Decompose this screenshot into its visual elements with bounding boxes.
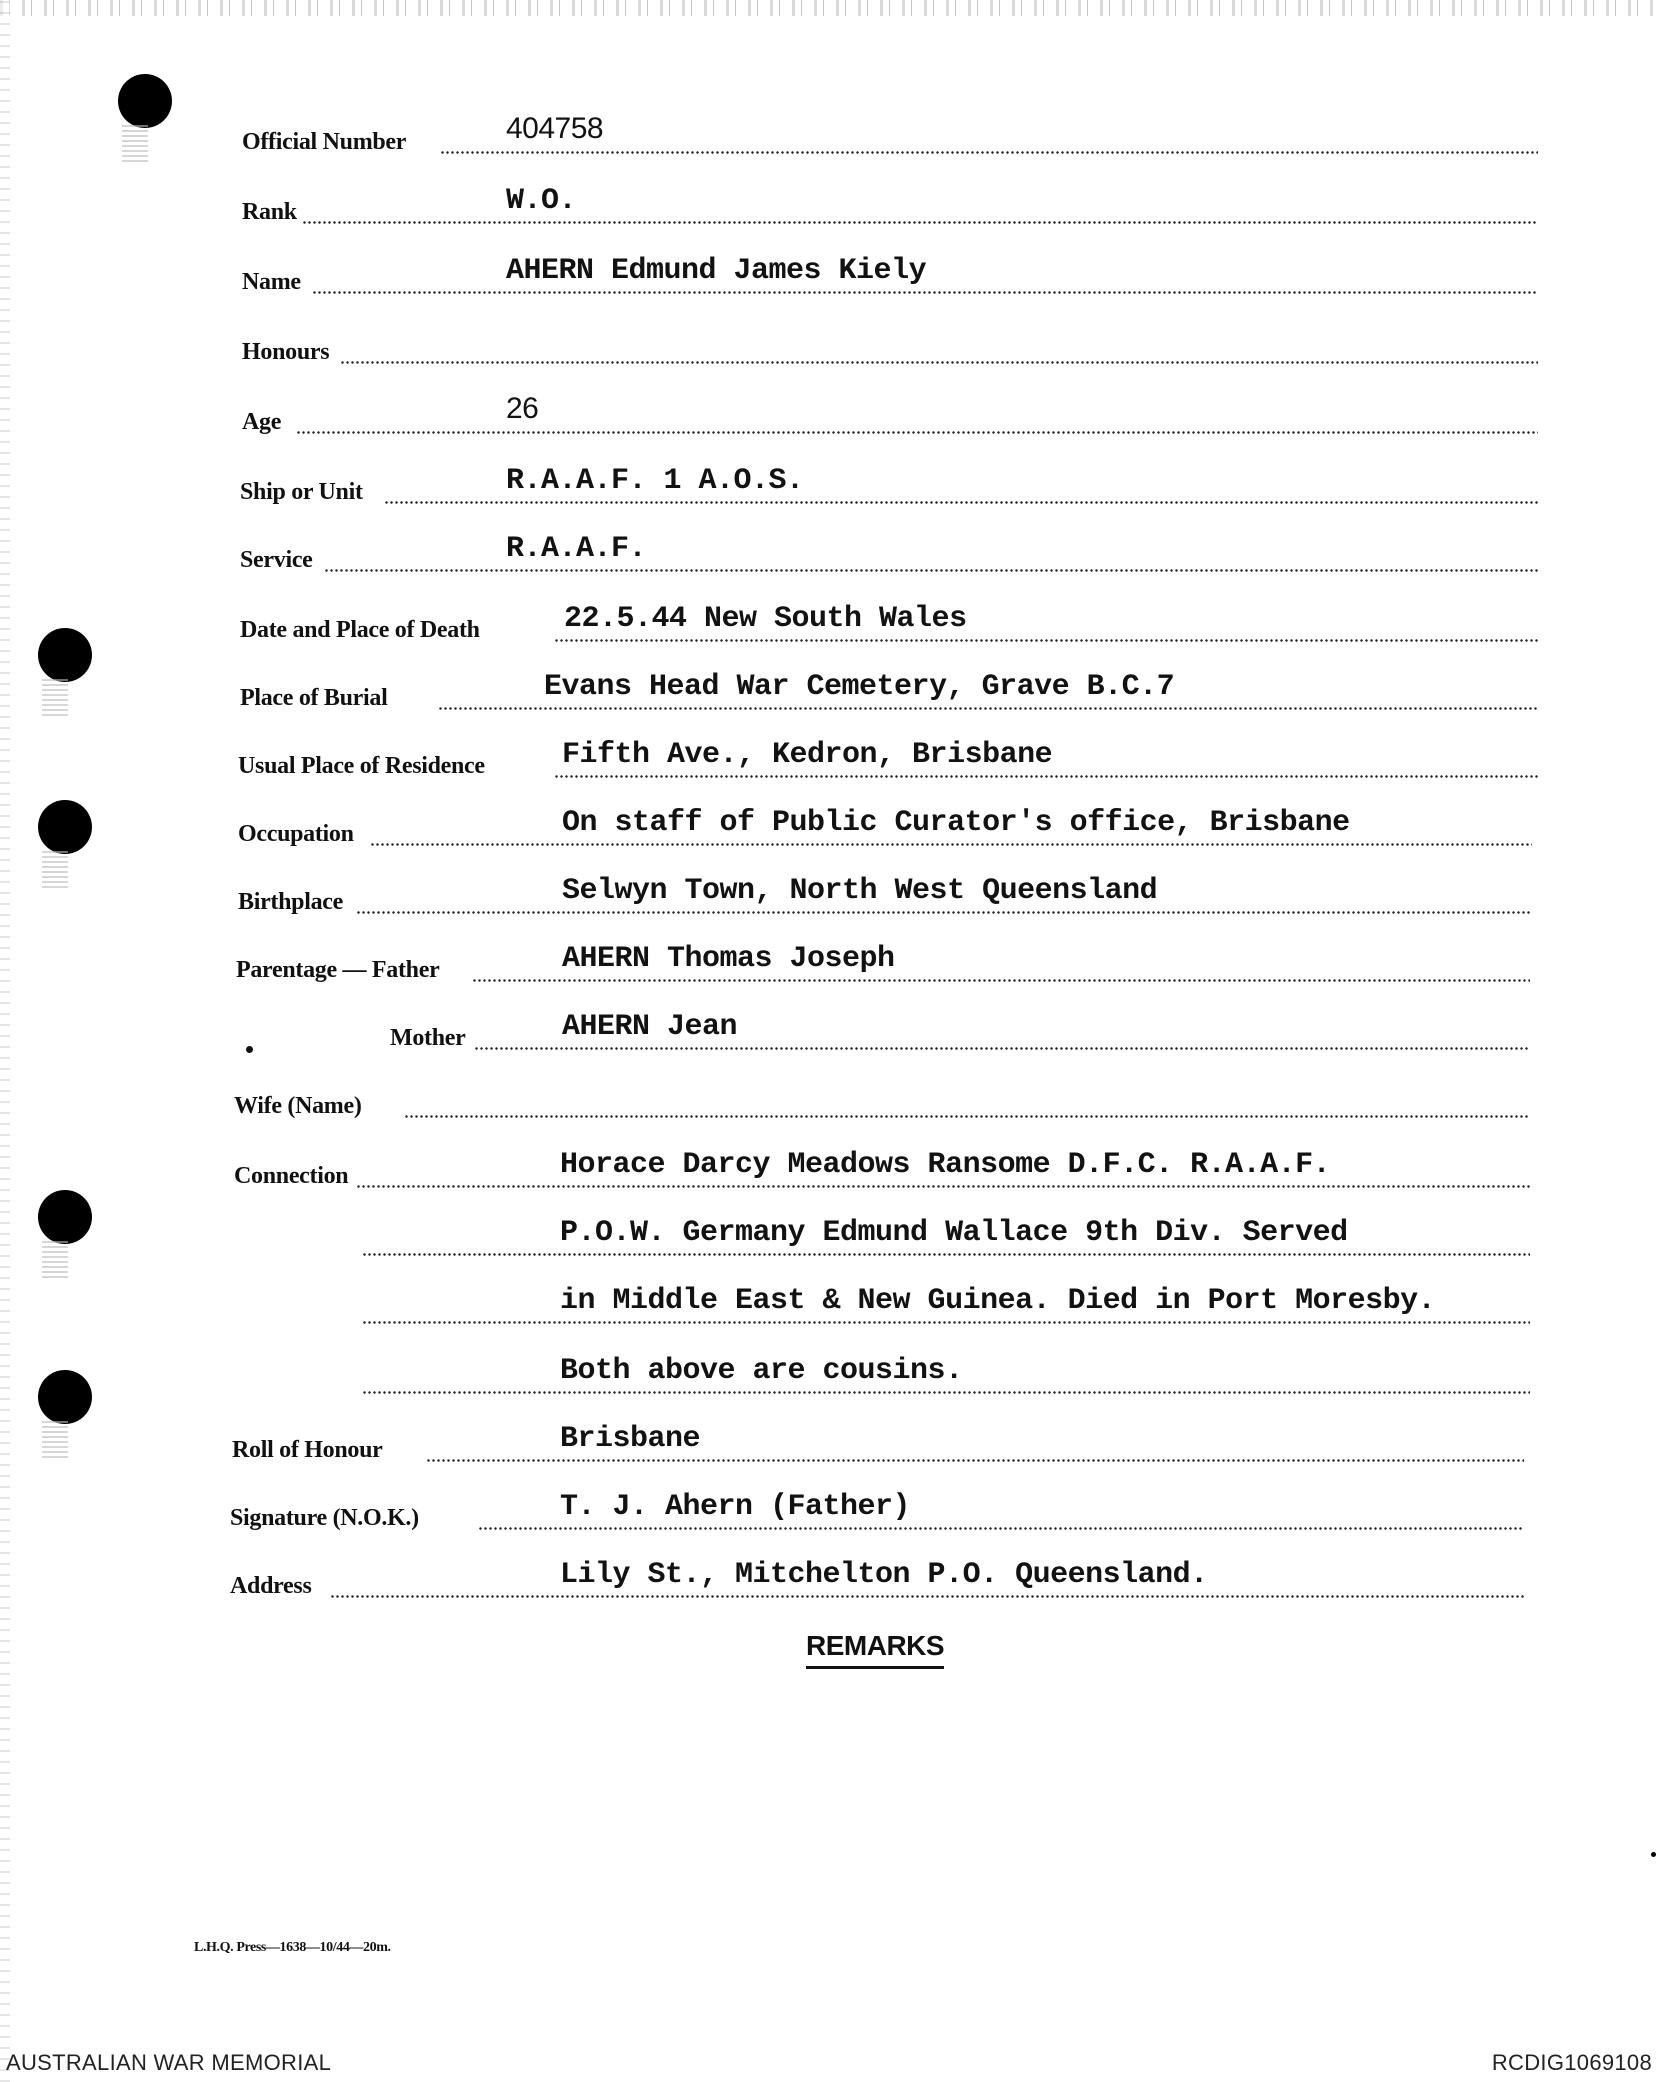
remarks-heading: REMARKS [806, 1630, 944, 1669]
scan-edge-noise [0, 0, 1658, 16]
honours-label: Honours [242, 339, 330, 365]
row-age [0, 376, 1658, 436]
row-father [0, 924, 1658, 984]
rank-value: W.O. [506, 184, 577, 218]
father-value: AHERN Thomas Joseph [562, 942, 895, 976]
row-connection-3 [0, 1266, 1658, 1326]
mother-value: AHERN Jean [562, 1010, 738, 1044]
row-connection [0, 1130, 1658, 1190]
usual-residence-value: Fifth Ave., Kedron, Brisbane [562, 738, 1053, 772]
row-connection-2 [0, 1198, 1658, 1258]
name-value: AHERN Edmund James Kiely [506, 254, 927, 288]
row-connection-4 [0, 1336, 1658, 1396]
row-place-of-burial [0, 652, 1658, 712]
signature-label: Signature (N.O.K.) [230, 1505, 419, 1531]
signature-value: T. J. Ahern (Father) [560, 1490, 911, 1524]
dotted-line [296, 431, 1538, 434]
dotted-line [478, 1527, 1524, 1530]
row-date-place-death [0, 584, 1658, 644]
official-number-label: Official Number [242, 129, 407, 155]
dotted-line [370, 843, 1532, 846]
row-address [0, 1540, 1658, 1600]
connection-line-3: in Middle East & New Guinea. Died in Port Moresby. [560, 1284, 1436, 1318]
dotted-line [356, 911, 1532, 914]
official-number-value: 404758 [506, 112, 604, 145]
ship-or-unit-label: Ship or Unit [240, 479, 363, 505]
row-birthplace [0, 856, 1658, 916]
connection-line-1: Horace Darcy Meadows Ransome D.F.C. R.A.A.F. [560, 1148, 1331, 1182]
row-name [0, 236, 1658, 296]
footer-record-id: RCDIG1069108 [1491, 2050, 1652, 2075]
dotted-line [404, 1115, 1530, 1118]
roll-of-honour-value: Brisbane [560, 1422, 701, 1456]
connection-line-4: Both above are cousins. [560, 1354, 963, 1388]
dotted-line [340, 361, 1538, 364]
usual-residence-label: Usual Place of Residence [238, 753, 485, 779]
mother-label: Mother [390, 1025, 466, 1051]
age-label: Age [242, 409, 282, 435]
dotted-line [362, 1321, 1530, 1324]
name-label: Name [242, 269, 301, 295]
dotted-line [554, 639, 1538, 642]
row-roll-of-honour [0, 1404, 1658, 1464]
date-place-death-value: 22.5.44 New South Wales [564, 602, 967, 636]
service-value: R.A.A.F. [506, 532, 647, 566]
dotted-line [362, 1391, 1530, 1394]
address-label: Address [230, 1573, 312, 1599]
occupation-label: Occupation [238, 821, 354, 847]
occupation-value: On staff of Public Curator's office, Brisbane [562, 806, 1350, 840]
scan-speck [1651, 1852, 1656, 1857]
row-mother [0, 992, 1658, 1052]
row-usual-residence [0, 720, 1658, 780]
dotted-line [362, 1253, 1530, 1256]
dotted-line [438, 707, 1538, 710]
row-official-number [0, 96, 1658, 156]
ship-or-unit-value: R.A.A.F. 1 A.O.S. [506, 464, 804, 498]
row-service [0, 514, 1658, 574]
dotted-line [330, 1595, 1524, 1598]
place-of-burial-label: Place of Burial [240, 685, 388, 711]
roll-of-honour-label: Roll of Honour [232, 1437, 383, 1463]
dotted-line [440, 151, 1538, 154]
row-rank [0, 166, 1658, 226]
row-occupation [0, 788, 1658, 848]
father-label: Parentage — Father [236, 957, 440, 983]
dotted-line [474, 1047, 1530, 1050]
service-label: Service [240, 547, 313, 573]
date-place-death-label: Date and Place of Death [240, 617, 480, 643]
dotted-line [324, 569, 1538, 572]
connection-label: Connection [234, 1163, 349, 1189]
row-ship-or-unit [0, 446, 1658, 506]
connection-line-2: P.O.W. Germany Edmund Wallace 9th Div. Served [560, 1216, 1348, 1250]
dotted-line [554, 775, 1538, 778]
dotted-line [384, 501, 1538, 504]
row-wife [0, 1060, 1658, 1120]
row-signature [0, 1472, 1658, 1532]
birthplace-label: Birthplace [238, 889, 343, 915]
dotted-line [302, 221, 1538, 224]
footer-institution: AUSTRALIAN WAR MEMORIAL [6, 2050, 332, 2075]
dotted-line [356, 1185, 1530, 1188]
printer-imprint: L.H.Q. Press—1638—10/44—20m. [194, 1940, 391, 1955]
age-value: 26 [506, 392, 539, 425]
birthplace-value: Selwyn Town, North West Queensland [562, 874, 1158, 908]
rank-label: Rank [242, 199, 297, 225]
wife-label: Wife (Name) [234, 1093, 362, 1119]
dotted-line [472, 979, 1530, 982]
dotted-line [312, 291, 1538, 294]
address-value: Lily St., Mitchelton P.O. Queensland. [560, 1558, 1208, 1592]
dotted-line [426, 1459, 1524, 1462]
row-honours [0, 306, 1658, 366]
place-of-burial-value: Evans Head War Cemetery, Grave B.C.7 [544, 670, 1175, 704]
